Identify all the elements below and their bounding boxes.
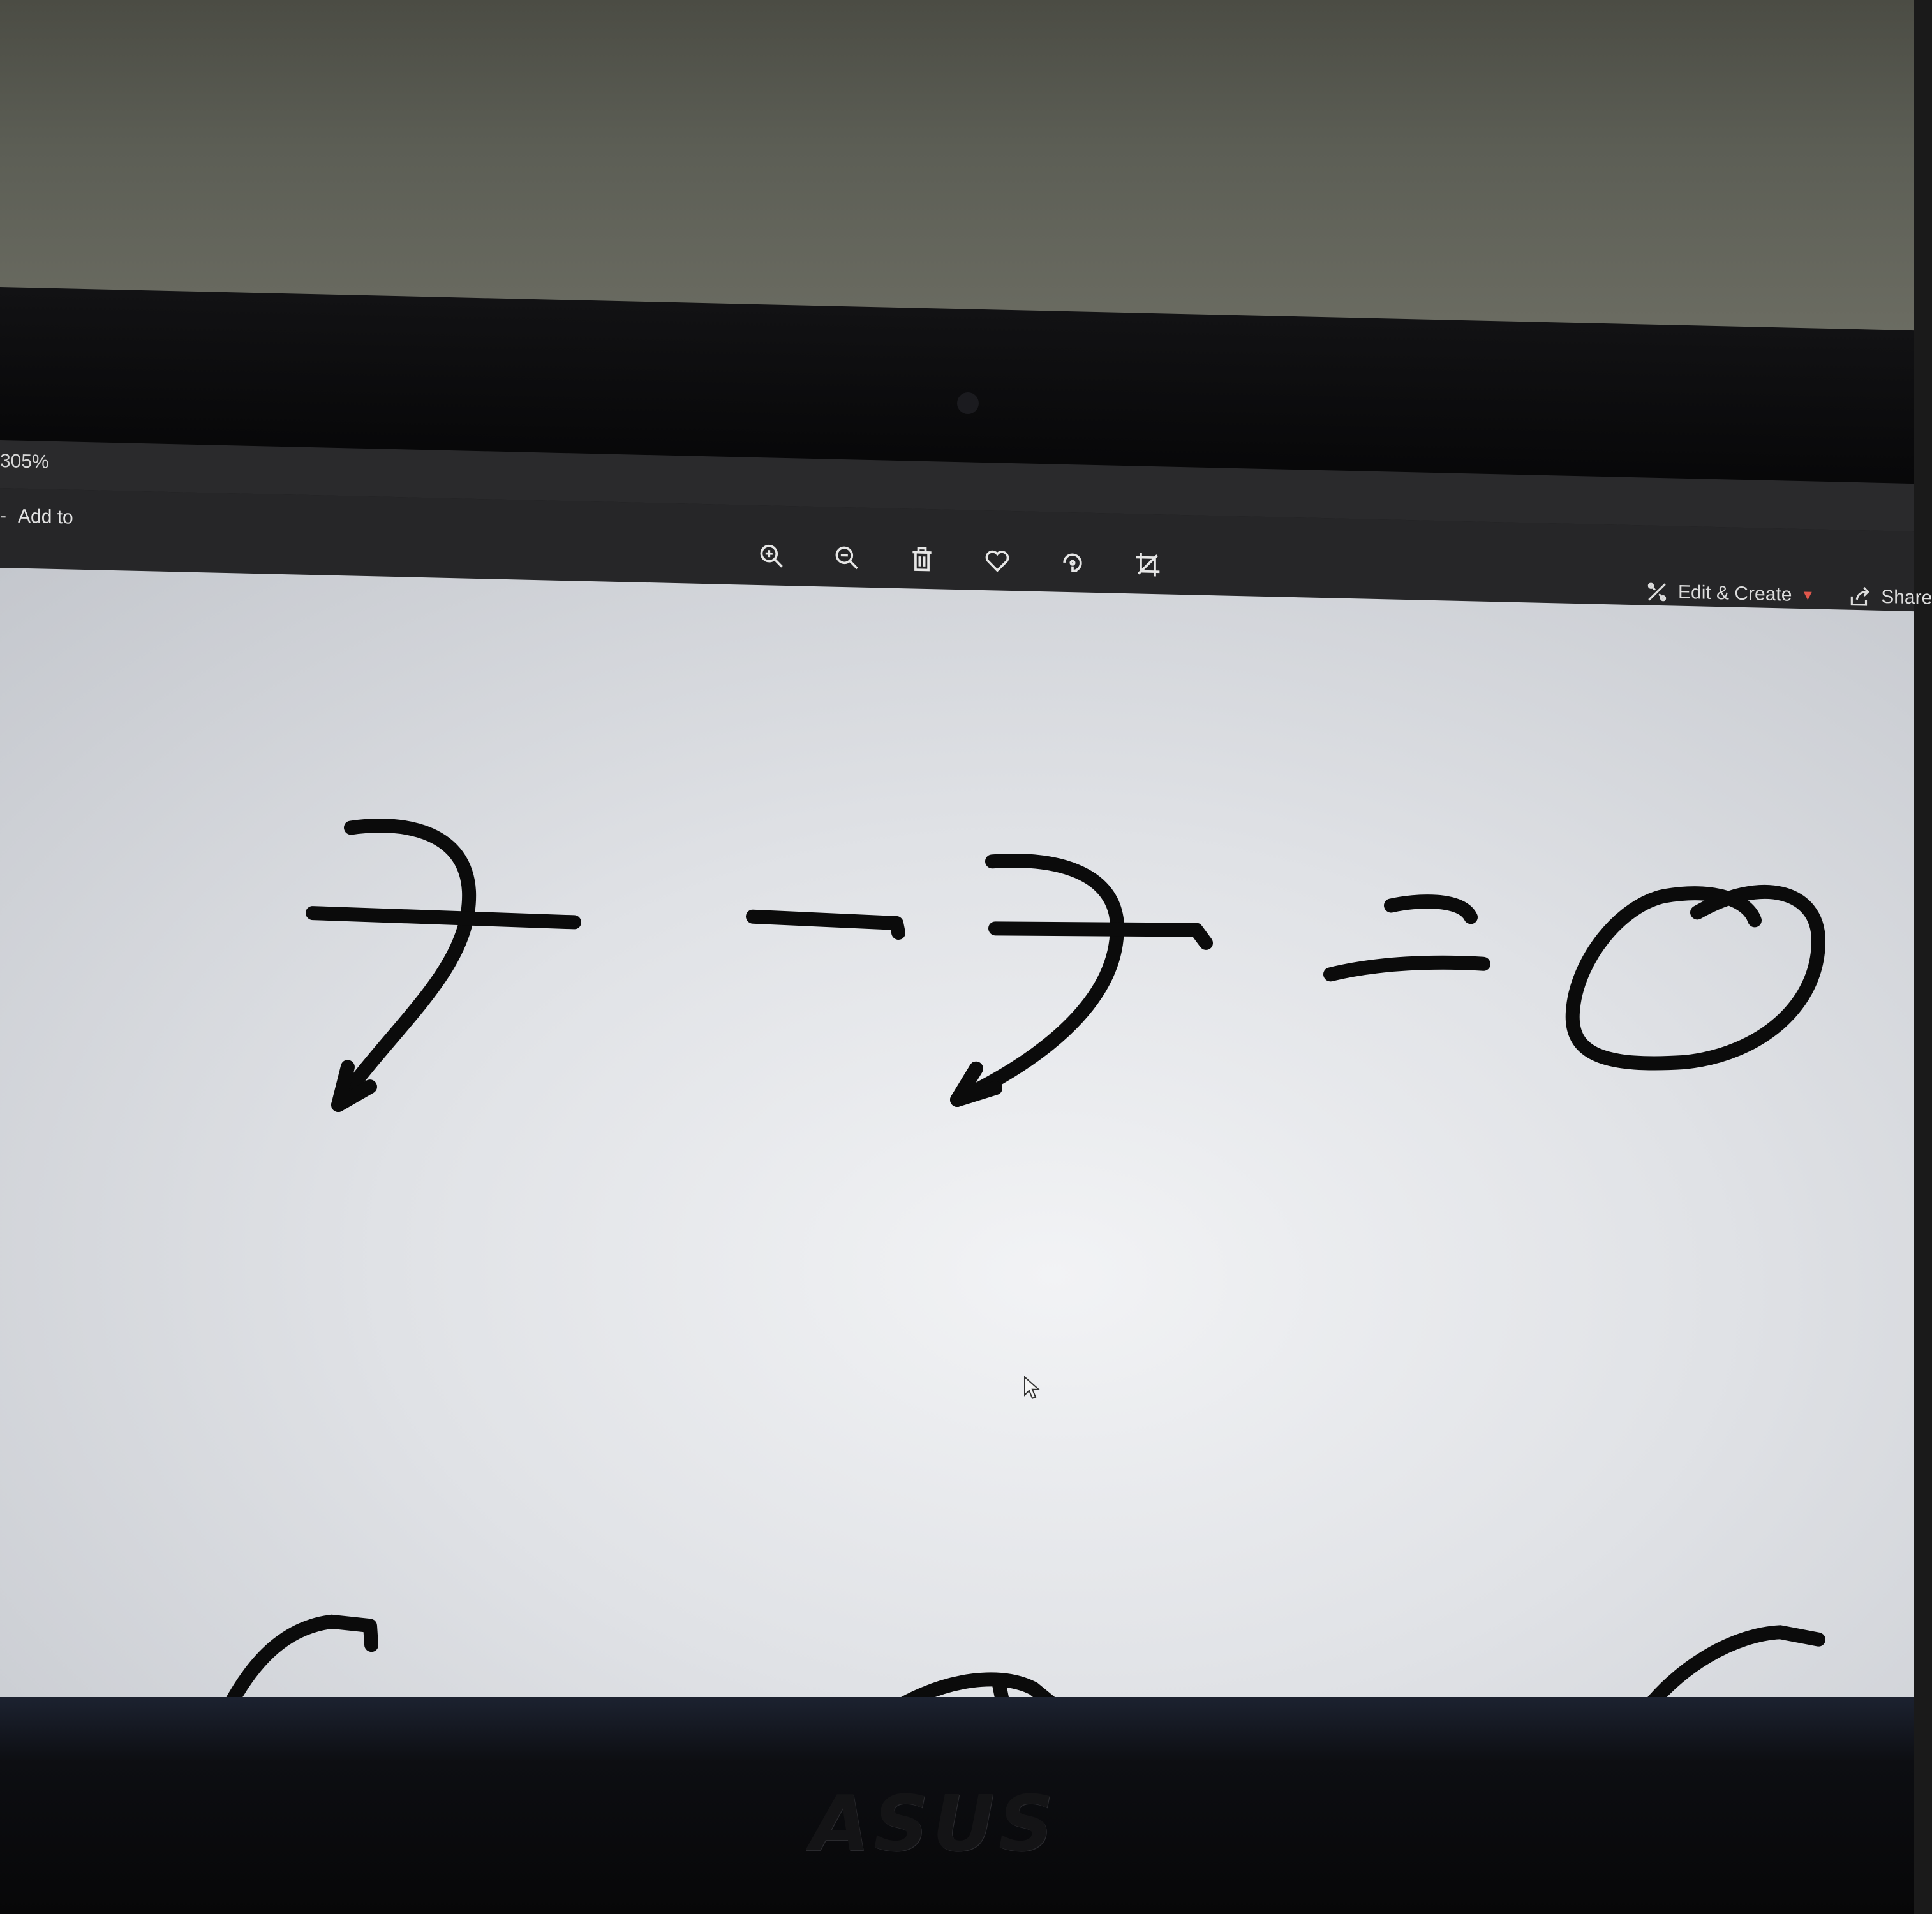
heart-icon <box>983 547 1011 575</box>
edit-create-label: Edit & Create <box>1678 581 1792 605</box>
equals-bottom-stroke <box>1330 960 1483 978</box>
share-icon <box>1848 584 1872 609</box>
mouse-cursor-icon <box>1023 1376 1040 1400</box>
webcam <box>957 392 979 414</box>
rotate-button[interactable] <box>1057 547 1088 579</box>
delete-button[interactable] <box>907 544 937 575</box>
add-to-label: Add to <box>18 505 73 528</box>
zoom-in-button[interactable] <box>756 540 787 572</box>
plus-icon: - <box>0 505 6 527</box>
delete-icon <box>908 545 936 574</box>
share-button[interactable] <box>1848 584 1932 611</box>
edit-create-icon <box>1645 580 1669 605</box>
digit-seven-1-stroke <box>338 825 469 1108</box>
digit-seven-1-crossbar <box>313 913 574 922</box>
equals-top-stroke <box>1391 901 1471 917</box>
background-wall <box>0 0 1914 332</box>
handwritten-equation-drawing <box>0 568 1914 1750</box>
digit-seven-2-crossbar <box>995 925 1206 942</box>
image-canvas[interactable] <box>0 568 1914 1750</box>
zoom-level-text: 305% <box>0 450 49 473</box>
zoom-in-icon <box>757 542 785 570</box>
edit-create-button[interactable] <box>1645 580 1815 608</box>
partial-bottom-stroke-1 <box>230 1619 371 1709</box>
crop-button[interactable] <box>1133 549 1163 580</box>
zoom-out-button[interactable] <box>831 542 862 574</box>
zoom-out-icon <box>833 544 861 572</box>
add-to-button[interactable] <box>0 505 73 529</box>
laptop-screen <box>0 440 1932 1750</box>
share-label: Share <box>1881 586 1932 609</box>
asus-logo: ASUS <box>810 1780 1058 1869</box>
chevron-down-icon: ▼ <box>1801 587 1815 604</box>
crop-icon <box>1134 550 1162 579</box>
favorite-button[interactable] <box>982 545 1013 577</box>
digit-zero-stroke <box>1573 887 1818 1067</box>
rotate-icon <box>1059 549 1087 577</box>
minus-sign-stroke <box>753 917 898 933</box>
